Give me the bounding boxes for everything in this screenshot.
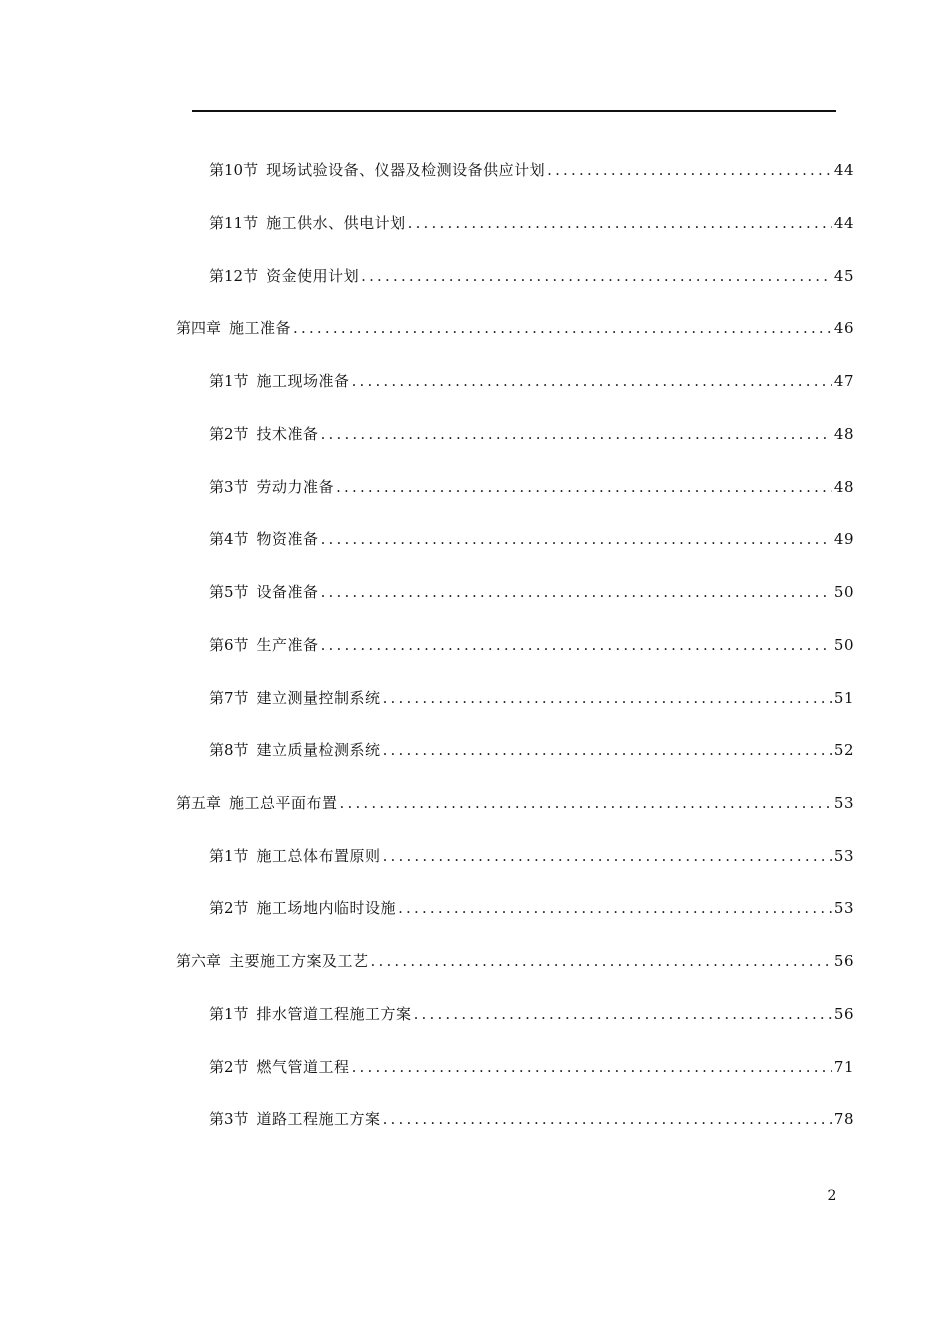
dot-leader <box>321 580 832 604</box>
toc-entry-number: 第10节 <box>209 161 259 179</box>
toc-entry-title: 技术准备 <box>256 425 319 443</box>
dot-leader <box>336 475 832 499</box>
toc-entry[interactable] <box>209 211 854 235</box>
toc-entry-title: 施工准备 <box>229 319 292 337</box>
toc-entry-number: 第1节 <box>209 372 249 390</box>
toc-entry-title: 施工总体布置原则 <box>256 847 381 865</box>
toc-entry-title: 主要施工方案及工艺 <box>229 952 369 970</box>
toc-entry-page: 46 <box>833 319 854 337</box>
toc-entry-page: 78 <box>833 1110 854 1128</box>
toc-entry-number: 第3节 <box>209 478 249 496</box>
toc-entry-label <box>209 844 381 868</box>
toc-entry-label <box>176 791 338 815</box>
toc-entry-page: 71 <box>833 1058 854 1076</box>
toc-entry-page: 44 <box>833 214 854 232</box>
toc-entry-title: 物资准备 <box>256 530 319 548</box>
toc-chapter-entry[interactable] <box>176 949 854 973</box>
header-rule <box>192 110 836 112</box>
toc-entry-number: 第2节 <box>209 899 249 917</box>
toc-entry[interactable] <box>209 1002 854 1026</box>
toc-entry-title: 劳动力准备 <box>256 478 335 496</box>
toc-entry[interactable] <box>209 686 854 710</box>
toc-entry-title: 建立质量检测系统 <box>256 741 381 759</box>
toc-entry-label <box>209 158 545 182</box>
dot-leader <box>321 633 832 657</box>
toc-entry-number: 第2节 <box>209 425 249 443</box>
toc-entry-title: 资金使用计划 <box>266 267 360 285</box>
toc-entry-page: 53 <box>833 794 854 812</box>
toc-entry-title: 燃气管道工程 <box>256 1058 350 1076</box>
toc-entry[interactable] <box>209 1107 854 1131</box>
toc-entry-number: 第3节 <box>209 1110 249 1128</box>
toc-entry-number: 第8节 <box>209 741 249 759</box>
toc-entry-number: 第2节 <box>209 1058 249 1076</box>
toc-entry-label <box>209 1002 412 1026</box>
toc-entry-title: 建立测量控制系统 <box>256 689 381 707</box>
toc-entry-title: 设备准备 <box>256 583 319 601</box>
toc-entry-label <box>209 1107 381 1131</box>
toc-entry-title: 施工总平面布置 <box>229 794 338 812</box>
toc-entry-label <box>209 264 359 288</box>
dot-leader <box>371 949 832 973</box>
toc-entry-label <box>209 527 319 551</box>
toc-entry-title: 施工现场准备 <box>256 372 350 390</box>
toc-entry-page: 56 <box>833 1005 854 1023</box>
toc-entry[interactable] <box>209 264 854 288</box>
toc-entry[interactable] <box>209 1055 854 1079</box>
dot-leader <box>293 316 832 340</box>
toc-entry-page: 50 <box>833 636 854 654</box>
toc-entry-page: 53 <box>833 847 854 865</box>
toc-entry-page: 53 <box>833 899 854 917</box>
dot-leader <box>383 1107 832 1131</box>
toc-entry-title: 施工供水、供电计划 <box>266 214 406 232</box>
toc-entry-page: 50 <box>833 583 854 601</box>
toc-entry[interactable] <box>209 369 854 393</box>
toc-entry[interactable] <box>209 896 854 920</box>
toc-entry-number: 第4节 <box>209 530 249 548</box>
toc-entry-title: 施工场地内临时设施 <box>256 899 397 917</box>
toc-entry-page: 51 <box>833 689 854 707</box>
toc-entry-label <box>209 1055 350 1079</box>
dot-leader <box>408 211 832 235</box>
toc-entry-number: 第五章 <box>176 794 222 812</box>
toc-entry-page: 47 <box>833 372 854 390</box>
toc-entry-page: 45 <box>833 267 854 285</box>
toc-entry-page: 49 <box>833 530 854 548</box>
page-number: 2 <box>827 1188 837 1204</box>
toc-chapter-entry[interactable] <box>176 316 854 340</box>
toc-entry-page: 48 <box>833 478 854 496</box>
toc-entry-label <box>209 738 381 762</box>
toc-chapter-entry[interactable] <box>176 791 854 815</box>
dot-leader <box>340 791 832 815</box>
dot-leader <box>352 369 832 393</box>
dot-leader <box>547 158 832 182</box>
toc-entry[interactable] <box>209 475 854 499</box>
toc-entry-label <box>209 475 334 499</box>
dot-leader <box>414 1002 832 1026</box>
toc-entry-label <box>209 633 319 657</box>
toc-entry-title: 道路工程施工方案 <box>256 1110 381 1128</box>
toc-entry-number: 第6节 <box>209 636 249 654</box>
dot-leader <box>383 738 832 762</box>
toc-entry-label <box>176 949 369 973</box>
toc-entry-label <box>209 580 319 604</box>
toc-entry-number: 第12节 <box>209 267 259 285</box>
dot-leader <box>383 686 832 710</box>
toc-entry-number: 第1节 <box>209 847 249 865</box>
toc-entry-title: 生产准备 <box>256 636 319 654</box>
toc-entry-title: 排水管道工程施工方案 <box>256 1005 412 1023</box>
toc-entry[interactable] <box>209 158 854 182</box>
toc-entry-label <box>176 316 291 340</box>
dot-leader <box>361 264 832 288</box>
toc-entry-page: 56 <box>833 952 854 970</box>
toc-entry[interactable] <box>209 844 854 868</box>
toc-entry-page: 52 <box>833 741 854 759</box>
toc-entry-label <box>209 422 319 446</box>
toc-entry-number: 第11节 <box>209 214 259 232</box>
toc-entry-page: 48 <box>833 425 854 443</box>
dot-leader <box>398 896 832 920</box>
dot-leader <box>321 527 832 551</box>
toc-entry-number: 第5节 <box>209 583 249 601</box>
toc-entry-label <box>209 896 396 920</box>
dot-leader <box>352 1055 832 1079</box>
toc-entry[interactable] <box>209 738 854 762</box>
toc-entry[interactable] <box>209 633 854 657</box>
toc-entry-title: 现场试验设备、仪器及检测设备供应计划 <box>266 161 546 179</box>
toc-entry[interactable] <box>209 580 854 604</box>
toc-entry-number: 第四章 <box>176 319 222 337</box>
toc-entry-page: 44 <box>833 161 854 179</box>
dot-leader <box>383 844 832 868</box>
toc-entry-label <box>209 211 406 235</box>
toc-entry-number: 第六章 <box>176 952 222 970</box>
toc-entry-label <box>209 369 350 393</box>
toc-entry-label <box>209 686 381 710</box>
toc-entry-number: 第7节 <box>209 689 249 707</box>
toc-entry-number: 第1节 <box>209 1005 249 1023</box>
toc-entry[interactable] <box>209 422 854 446</box>
toc-entry[interactable] <box>209 527 854 551</box>
dot-leader <box>321 422 832 446</box>
